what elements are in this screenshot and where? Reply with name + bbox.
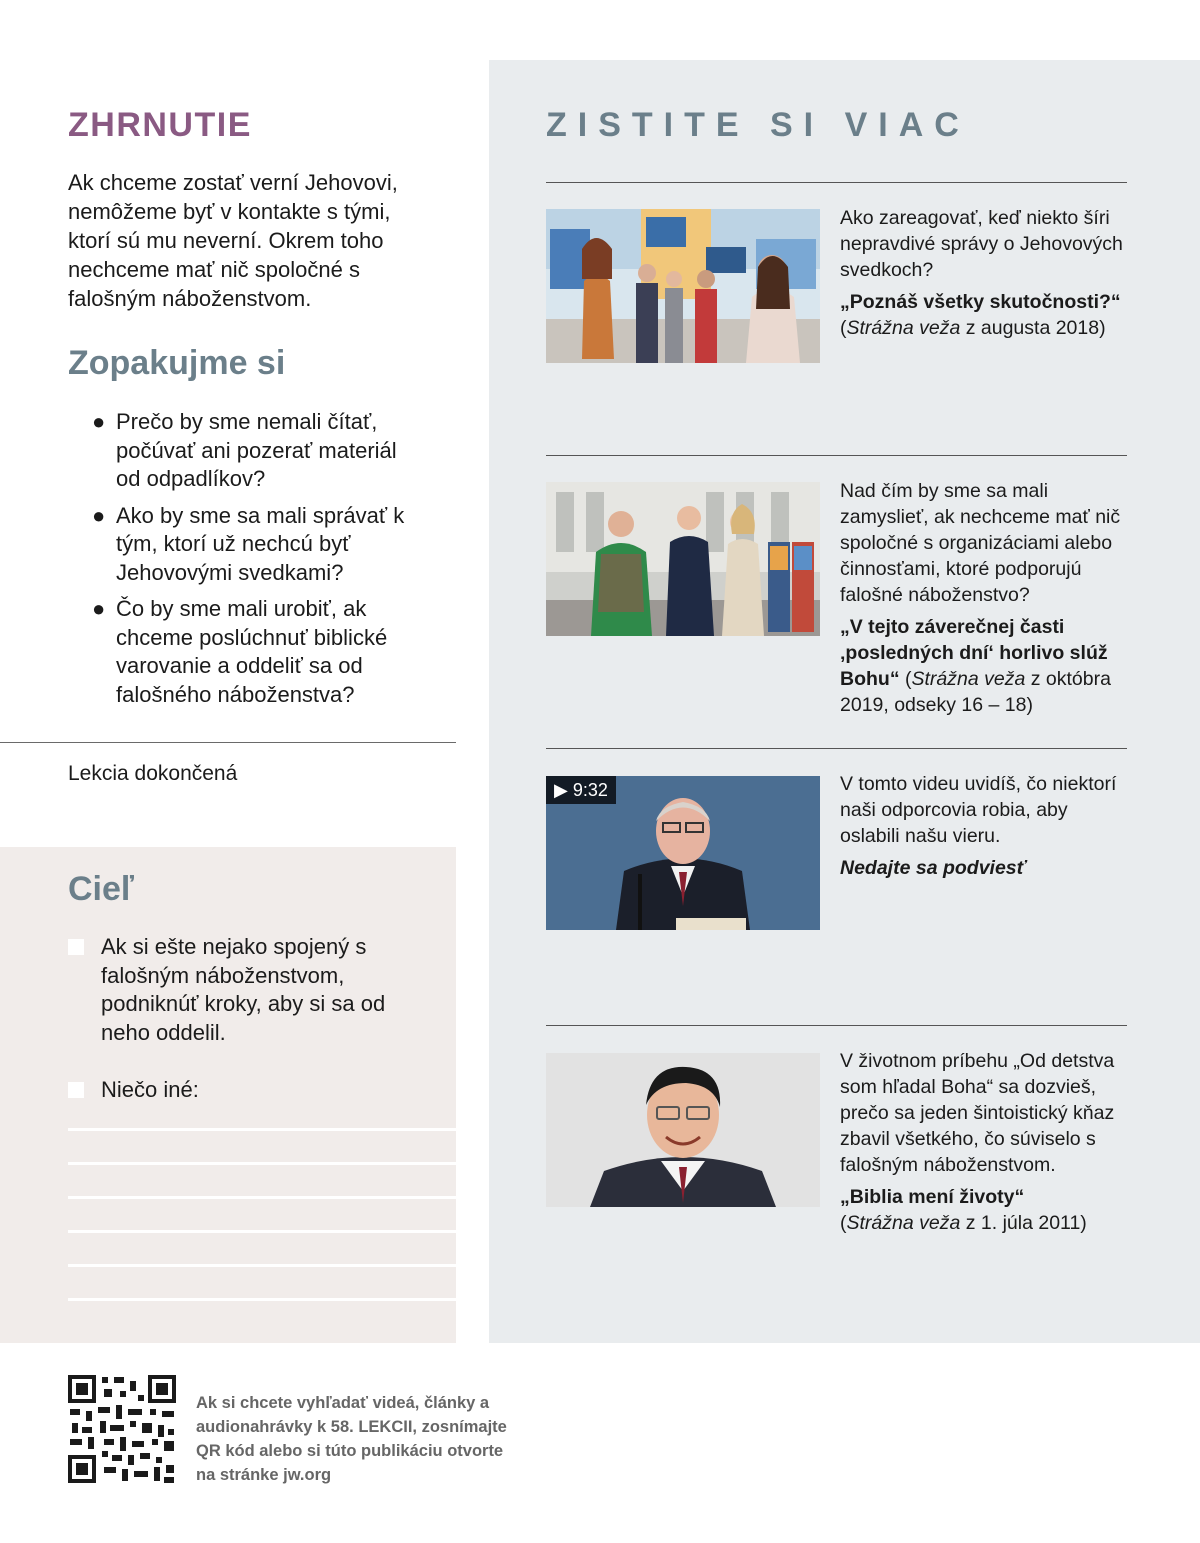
publication-name: Strážna veža bbox=[846, 1212, 961, 1234]
article-link[interactable]: „Poznáš všetky skutočnosti?“ bbox=[840, 291, 1121, 313]
goal-item-text: Ak si ešte nejako spojený s falošným náboženstvom, podniknúť kroky, aby si sa od neho oddelil. bbox=[101, 934, 386, 1045]
goal-item-text: Niečo iné: bbox=[101, 1077, 199, 1102]
checkbox-icon[interactable] bbox=[68, 939, 84, 955]
divider bbox=[546, 748, 1127, 749]
review-question bbox=[92, 595, 422, 709]
footer-note: Ak si chcete vyhľadať videá, články a audionahrávky k 58. LEKCII, zosnímajte QR kód alebo si túto publikáciu otvorte na stránke jw.org bbox=[196, 1394, 507, 1484]
article-description: Ako zareagovať, keď niekto šíri nepravdivé správy o Jehovových svedkoch? bbox=[840, 207, 1123, 281]
article-summary bbox=[840, 1048, 1125, 1236]
divider bbox=[546, 1025, 1127, 1026]
ref-open-paren: ( bbox=[840, 1212, 847, 1234]
article-reference bbox=[840, 614, 1125, 718]
article-image-life-story[interactable] bbox=[546, 1053, 820, 1207]
review-question bbox=[92, 502, 422, 588]
video-link[interactable]: Nedajte sa podviesť bbox=[840, 857, 1026, 879]
ref-open-paren: ( bbox=[840, 317, 847, 339]
publication-date: z 1. júla 2011) bbox=[960, 1212, 1087, 1234]
write-in-line[interactable] bbox=[68, 1196, 456, 1199]
write-in-line[interactable] bbox=[68, 1230, 456, 1233]
bullet-icon: ● bbox=[92, 596, 106, 621]
lesson-complete-label[interactable]: Lekcia dokončená bbox=[68, 762, 238, 785]
checkbox-icon[interactable] bbox=[68, 1082, 84, 1098]
article-image-fake-news[interactable] bbox=[546, 209, 820, 363]
ref-open-paren: ( bbox=[899, 668, 912, 690]
learn-more-title: ZISTITE SI VIAC bbox=[546, 106, 970, 144]
write-in-line[interactable] bbox=[68, 1128, 456, 1131]
article-summary bbox=[840, 771, 1125, 881]
summary-title: ZHRNUTIE bbox=[68, 106, 252, 144]
news-crowd-illustration bbox=[546, 209, 820, 363]
review-question-text: Čo by sme mali urobiť, ak chceme poslúchnuť biblické varovanie a oddeliť sa od falošného náboženstva? bbox=[116, 596, 388, 707]
qr-code-icon[interactable] bbox=[68, 1375, 176, 1483]
review-question-text: Ako by sme sa mali správať k tým, ktorí už nechcú byť Jehovovými svedkami? bbox=[116, 502, 405, 585]
portrait-illustration bbox=[546, 1053, 820, 1207]
summary-text: Ak chceme zostať verní Jehovovi, nemôžeme byť v kontakte s tými, ktorí sú mu neverní. Okrem toho nechceme mať nič spoločné s falošným náboženstvom. bbox=[68, 170, 398, 311]
publication-name: Strážna veža bbox=[846, 317, 961, 339]
article-description: Nad čím by sme sa mali zamyslieť, ak nechceme mať nič spoločné s organizáciami alebo činnosťami, ktoré podporujú falošné náboženstvo? bbox=[840, 480, 1121, 606]
article-summary bbox=[840, 205, 1125, 341]
goal-item-other[interactable] bbox=[68, 1076, 408, 1105]
write-in-line[interactable] bbox=[68, 1162, 456, 1165]
article-summary bbox=[840, 478, 1125, 718]
street-witnessing-illustration bbox=[546, 482, 820, 636]
article-reference bbox=[840, 1184, 1125, 1236]
article-description: V životnom príbehu „Od detstva som hľadal Boha“ sa dozvieš, prečo sa jeden šintoistický kňaz zbavil všetkého, čo súviselo s falošným náboženstvom. bbox=[840, 1050, 1115, 1176]
divider bbox=[546, 182, 1127, 183]
bullet-icon: ● bbox=[92, 409, 106, 434]
goal-item[interactable] bbox=[68, 933, 408, 1047]
review-title: Zopakujme si bbox=[68, 344, 286, 382]
goal-title: Cieľ bbox=[68, 870, 135, 908]
article-image-witnessing[interactable] bbox=[546, 482, 820, 636]
publication-date: z októbra 2019, odseky 16 – 18) bbox=[840, 668, 1111, 716]
divider bbox=[0, 742, 456, 743]
review-question-text: Prečo by sme nemali čítať, počúvať ani pozerať materiál od odpadlíkov? bbox=[116, 409, 397, 491]
article-link[interactable]: „V tejto záverečnej časti ‚posledných dní‘ horlivo slúž Bohu“ bbox=[840, 616, 1108, 690]
publication-name: Strážna veža bbox=[911, 668, 1026, 690]
write-in-line[interactable] bbox=[68, 1264, 456, 1267]
article-link[interactable]: „Biblia mení životy“ bbox=[840, 1186, 1025, 1208]
publication-date: z augusta 2018) bbox=[960, 317, 1106, 339]
review-list bbox=[92, 408, 422, 717]
video-duration-badge: ▶ 9:32 bbox=[546, 776, 616, 804]
divider bbox=[546, 455, 1127, 456]
article-description: V tomto videu uvidíš, čo niektorí naši odporcovia robia, aby oslabili našu vieru. bbox=[840, 773, 1117, 847]
review-question bbox=[92, 408, 422, 494]
video-thumbnail[interactable] bbox=[546, 776, 820, 930]
write-in-line[interactable] bbox=[68, 1298, 456, 1301]
article-reference bbox=[840, 855, 1125, 881]
bullet-icon: ● bbox=[92, 502, 106, 528]
article-reference bbox=[840, 289, 1125, 341]
